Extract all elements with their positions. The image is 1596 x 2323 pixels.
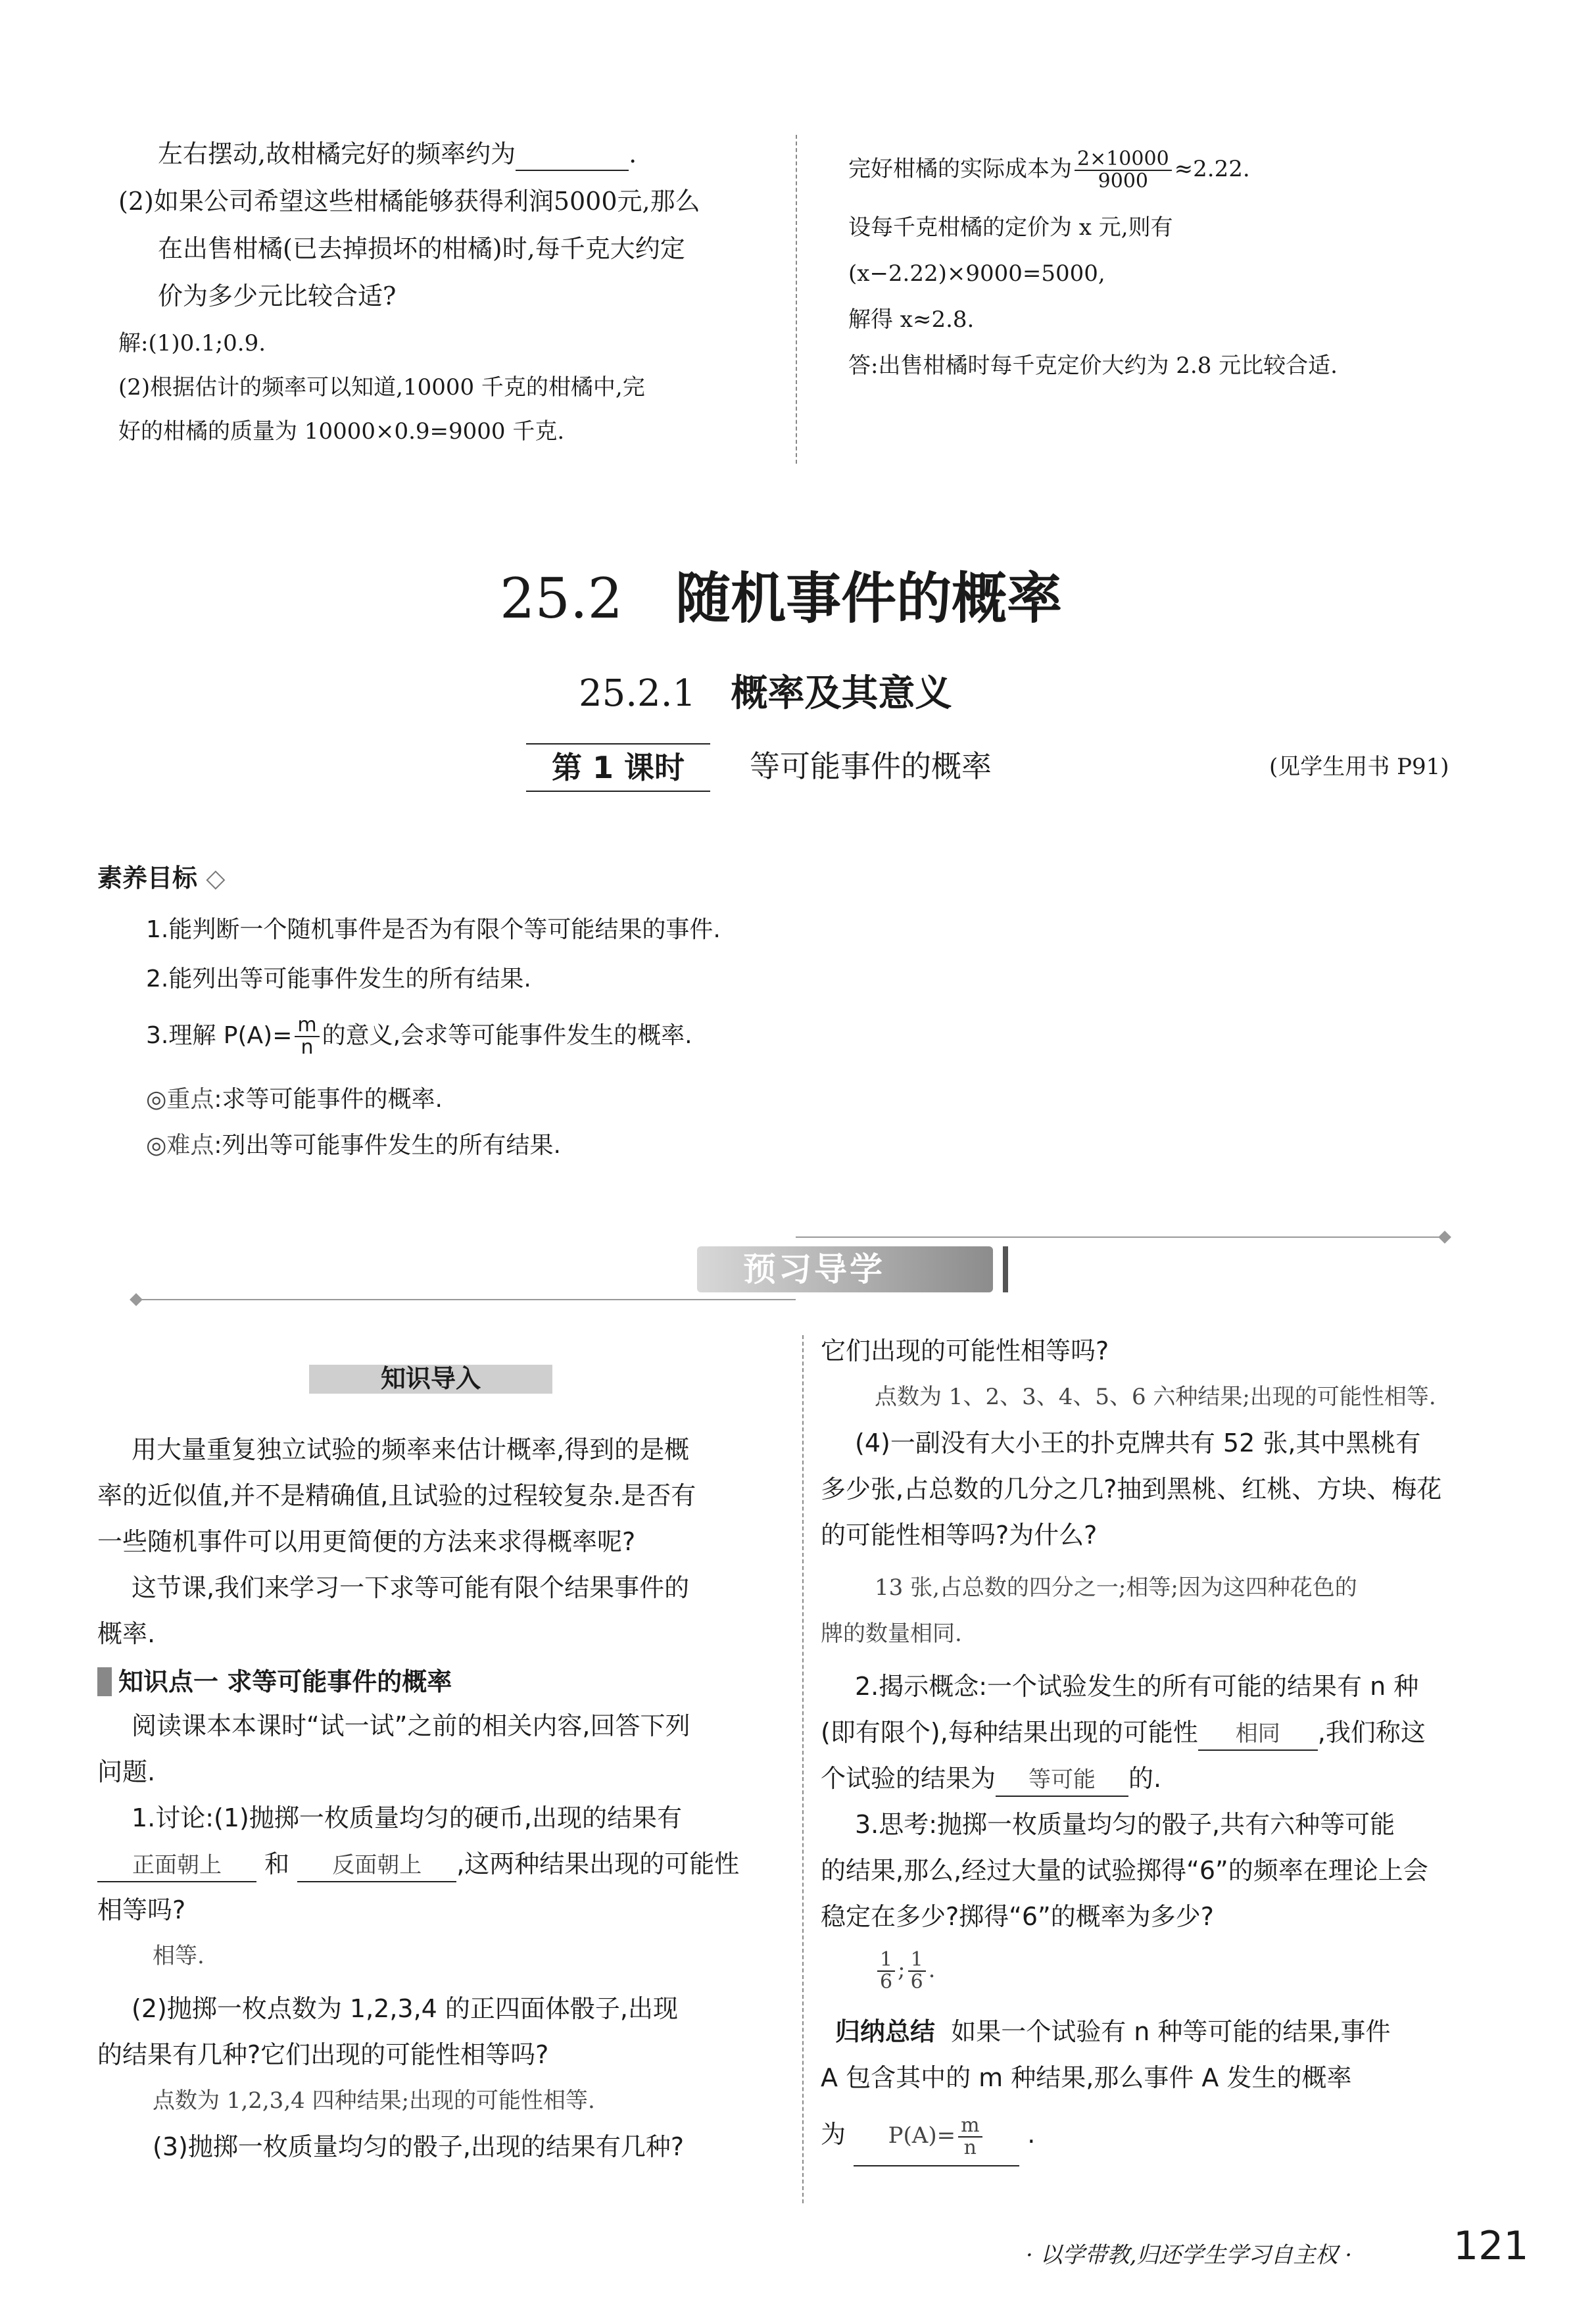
- summary-formula-pre: P(A)=: [888, 2122, 956, 2149]
- summary-end: .: [1027, 2120, 1036, 2149]
- knowledge-point-marker: [97, 1667, 112, 1696]
- summary-b: A 包含其中的 m 种结果,那么事件 A 发生的概率: [821, 2063, 1352, 2092]
- goal-3-fraction: [295, 1015, 319, 1058]
- goal-3-pre: 3.理解 P(A)=: [146, 1022, 293, 1049]
- goal-3-numerator: m: [295, 1015, 319, 1037]
- discussion-1-c: 相等吗?: [97, 1895, 186, 1924]
- subsection-number: 25.2.1: [579, 672, 696, 715]
- summary-blank: [854, 2106, 1019, 2166]
- difficult-point-text: :列出等可能事件发生的所有结果.: [214, 1132, 561, 1159]
- banner-left-diamond-icon: [130, 1293, 143, 1306]
- blank-heads-up: 正面朝上: [97, 1849, 256, 1882]
- answer-fraction-2: [908, 1949, 926, 1993]
- discussion-4-b: 多少张,占总数的几分之几?抽到黑桃、红桃、方块、梅花: [821, 1475, 1442, 1504]
- q2-line-b: 在出售柑橘(已去掉损坏的柑橘)时,每千克大约定: [158, 234, 685, 263]
- concept-2-b-post: ,我们称这: [1317, 1718, 1426, 1747]
- goal-3: [146, 1010, 692, 1062]
- difficult-point: [146, 1130, 561, 1162]
- answer-fraction-2-denominator: 6: [910, 1970, 923, 1993]
- answer-fraction-1-numerator: 1: [877, 1949, 895, 1972]
- intro-p2-b: 概率.: [97, 1619, 156, 1648]
- summary-c: [821, 2105, 1035, 2166]
- intro-p1-b: 率的近似值,并不是精确值,且试验的过程较复杂.是否有: [97, 1481, 696, 1510]
- discussion-3-a: (3)抛掷一枚质量均匀的骰子,出现的结果有几种?: [153, 2132, 685, 2161]
- summary-fraction: [958, 2115, 982, 2159]
- section-number: 25.2: [500, 566, 623, 631]
- discussion-4-a: (4)一副没有大小王的扑克牌共有 52 张,其中黑桃有: [855, 1429, 1421, 1457]
- discussion-3-b: 它们出现的可能性相等吗?: [821, 1336, 1109, 1365]
- summary-denominator: n: [963, 2136, 977, 2159]
- lesson-label-text: 第 1 课时: [551, 750, 685, 785]
- discussion-1-a: 1.讨论:(1)抛掷一枚质量均匀的硬币,出现的结果有: [132, 1803, 682, 1832]
- discussion-2-a: (2)抛掷一枚点数为 1,2,3,4 的正四面体骰子,出现: [132, 1994, 679, 2023]
- blank-tails-up: 反面朝上: [297, 1849, 456, 1882]
- banner-bar: [1003, 1246, 1008, 1292]
- banner-right-diamond-icon: [1438, 1231, 1451, 1244]
- concept-2-b-pre: (即有限个),每种结果出现的可能性: [821, 1718, 1198, 1747]
- read-instruction-a: 阅读课本本课时“试一试”之前的相关内容,回答下列: [132, 1711, 690, 1740]
- discussion-4-c: 的可能性相等吗?为什么?: [821, 1521, 1098, 1550]
- goal-1: 1.能判断一个随机事件是否为有限个等可能结果的事件.: [146, 916, 721, 943]
- answer-end: .: [928, 1957, 936, 1983]
- discussion-3-answer: 点数为 1、2、3、4、5、6 六种结果;出现的可能性相等.: [875, 1384, 1436, 1410]
- goal-2: 2.能列出等可能事件发生的所有结果.: [146, 966, 531, 992]
- concept-2-c-pre: 个试验的结果为: [821, 1764, 996, 1793]
- summary-numerator: m: [958, 2115, 982, 2138]
- top-column-divider: [796, 135, 797, 464]
- goal-3-post: 的意义,会求等可能事件发生的概率.: [322, 1022, 692, 1049]
- section-title-text: 随机事件的概率: [675, 566, 1063, 631]
- student-book-ref: (见学生用书 P91): [1269, 754, 1449, 780]
- intro-p1-a: 用大量重复独立试验的频率来估计概率,得到的是概: [132, 1435, 690, 1464]
- summary-label: 归纳总结: [835, 2017, 936, 2046]
- think-3-answer: [875, 1944, 935, 1996]
- q1-end: .: [629, 139, 637, 168]
- banner-title: 预习导学: [743, 1250, 885, 1288]
- diamond-icon: ◇: [206, 864, 226, 893]
- cost-result: ≈2.22.: [1174, 156, 1250, 182]
- knowledge-point-header: 知识点一 求等可能事件的概率: [118, 1667, 452, 1696]
- goals-header-text: 素养目标: [97, 864, 198, 893]
- set-price-line: 设每千克柑橘的定价为 x 元,则有: [848, 214, 1173, 241]
- discussion-1-rest: ,这两种结果出现的可能性: [456, 1849, 740, 1878]
- discussion-4-answer-a: 13 张,占总数的四分之一;相等;因为这四种花色的: [875, 1575, 1357, 1601]
- discussion-1-answer: 相等.: [153, 1943, 205, 1969]
- summary-a: [835, 2016, 1391, 2047]
- think-3-c: 稳定在多少?掷得“6”的概率为多少?: [821, 1902, 1214, 1931]
- subsection-title-text: 概率及其意义: [731, 672, 952, 715]
- intro-header: 知识导入: [380, 1364, 481, 1393]
- answer-separator: ;: [898, 1957, 906, 1983]
- intro-header-box: [309, 1365, 552, 1394]
- banner-box: [697, 1246, 993, 1292]
- summary-c-pre: 为: [821, 2120, 846, 2149]
- cost-fraction: [1075, 149, 1172, 192]
- concept-2-b: [821, 1717, 1426, 1751]
- section-title: [500, 566, 1062, 631]
- intro-p1-c: 一些随机事件可以用更简便的方法来求得概率呢?: [97, 1527, 636, 1556]
- discussion-2-b: 的结果有几种?它们出现的可能性相等吗?: [97, 2040, 549, 2069]
- footer-motto: · 以学带教,归还学生学习自主权 ·: [1026, 2242, 1353, 2268]
- q1-continuation: [158, 138, 637, 171]
- difficult-point-label: ◎难点: [146, 1132, 214, 1159]
- discussion-1-b: [97, 1848, 739, 1882]
- solution-2-a: (2)根据估计的频率可以知道,10000 千克的柑橘中,完: [118, 374, 645, 401]
- think-3-a: 3.思考:抛掷一枚质量均匀的骰子,共有六种等可能: [855, 1810, 1395, 1839]
- page-number: 121: [1453, 2223, 1529, 2269]
- bottom-column-divider: [802, 1335, 804, 2203]
- summary-a-text: 如果一个试验有 n 种等可能的结果,事件: [951, 2017, 1391, 2046]
- q2-line-a: (2)如果公司希望这些柑橘能够获得利润5000元,那么: [118, 187, 700, 216]
- blank-same: 相同: [1198, 1718, 1318, 1751]
- goal-3-denominator: n: [301, 1036, 314, 1059]
- and-text: 和: [264, 1849, 290, 1878]
- concept-2-a: 2.揭示概念:一个试验发生的所有可能的结果有 n 种: [855, 1672, 1419, 1701]
- lesson-label: [526, 743, 710, 792]
- answer-line: 答:出售柑橘时每千克定价大约为 2.8 元比较合适.: [848, 353, 1338, 379]
- concept-2-c-post: 的.: [1128, 1764, 1162, 1793]
- discussion-4-answer-b: 牌的数量相同.: [821, 1621, 962, 1647]
- concept-2-c: [821, 1763, 1161, 1797]
- cost-denominator: 9000: [1098, 170, 1149, 193]
- blank-equally-likely: 等可能: [996, 1764, 1128, 1797]
- answer-fraction-1: [877, 1949, 895, 1993]
- read-instruction-b: 问题.: [97, 1757, 156, 1786]
- cost-numerator: 2×10000: [1075, 149, 1172, 171]
- cost-line: [848, 146, 1250, 192]
- key-point-label: ◎重点: [146, 1086, 214, 1113]
- cost-text: 完好柑橘的实际成本为: [848, 156, 1072, 182]
- discussion-2-answer: 点数为 1,2,3,4 四种结果;出现的可能性相等.: [153, 2088, 595, 2114]
- solve-line: 解得 x≈2.8.: [848, 306, 975, 333]
- answer-fraction-1-denominator: 6: [880, 1970, 893, 1993]
- key-point-text: :求等可能事件的概率.: [214, 1086, 443, 1113]
- banner-line-left: [138, 1299, 796, 1300]
- q2-line-c: 价为多少元比较合适?: [158, 281, 397, 310]
- goals-header: [97, 862, 225, 894]
- banner-line-right: [796, 1236, 1447, 1238]
- solution-1: 解:(1)0.1;0.9.: [118, 330, 266, 356]
- think-3-b: 的结果,那么,经过大量的试验掷得“6”的频率在理论上会: [821, 1856, 1428, 1885]
- lesson-title: 等可能事件的概率: [750, 748, 992, 784]
- q1-blank: [516, 138, 629, 171]
- answer-fraction-2-numerator: 1: [908, 1949, 926, 1972]
- intro-p2-a: 这节课,我们来学习一下求等可能有限个结果事件的: [132, 1573, 690, 1602]
- solution-2-b: 好的柑橘的质量为 10000×0.9=9000 千克.: [118, 418, 565, 445]
- equation-line: (x−2.22)×9000=5000,: [848, 260, 1105, 287]
- subsection-title: [579, 671, 952, 717]
- q1-text: 左右摆动,故柑橘完好的频率约为: [158, 139, 516, 168]
- key-point: [146, 1084, 443, 1115]
